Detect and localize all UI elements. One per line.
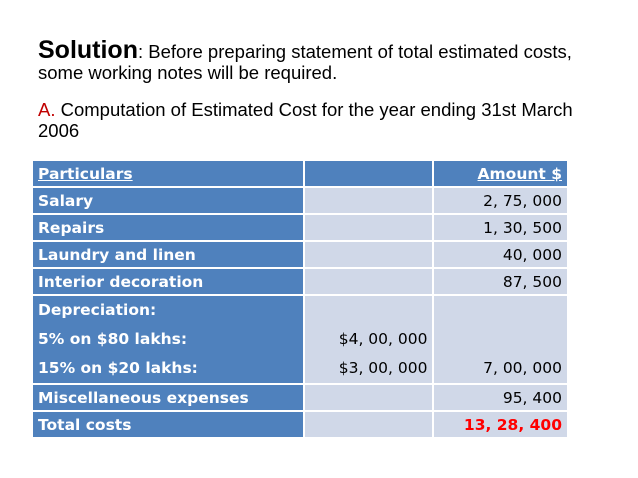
row-label: Salary (33, 188, 303, 213)
table-header-row (33, 161, 567, 186)
depreciation-line1-label: 5% on $80 lakhs: (38, 330, 188, 348)
row-label: Interior decoration (33, 269, 303, 294)
total-middle (305, 412, 432, 437)
misc-label: Miscellaneous expenses (33, 385, 303, 410)
subheading-letter: A. (38, 99, 56, 120)
depreciation-line1-middle: $4, 00, 000 (338, 330, 428, 348)
total-label: Total costs (33, 412, 303, 437)
row-label: Laundry and linen (33, 242, 303, 267)
row-middle (305, 215, 432, 240)
row-middle (305, 242, 432, 267)
cost-table (31, 159, 569, 439)
row-label: Repairs (33, 215, 303, 240)
misc-middle (305, 385, 432, 410)
depreciation-amount-cell (434, 296, 567, 383)
row-amount: 2, 75, 000 (434, 188, 567, 213)
depreciation-amount: 7, 00, 000 (483, 359, 562, 377)
depreciation-row (33, 296, 567, 383)
table-row (33, 269, 567, 294)
row-middle (305, 269, 432, 294)
depreciation-spacer (439, 325, 562, 354)
heading-lead: Solution (38, 36, 138, 64)
table-row (33, 188, 567, 213)
depreciation-spacer (310, 296, 427, 325)
total-row (33, 412, 567, 437)
depreciation-spacer (439, 296, 562, 325)
table-row (33, 215, 567, 240)
depreciation-labels (33, 296, 303, 383)
row-amount: 40, 000 (434, 242, 567, 267)
row-amount: 87, 500 (434, 269, 567, 294)
table-row (33, 242, 567, 267)
heading-text: : Before preparing statement of total estimated costs, some working notes will be required. (38, 41, 572, 83)
row-middle (305, 188, 432, 213)
depreciation-title: Depreciation: (38, 301, 157, 319)
slide-heading (38, 36, 608, 83)
subheading-text: Computation of Estimated Cost for the year ending 31st March 2006 (38, 99, 573, 141)
misc-amount: 95, 400 (434, 385, 567, 410)
total-amount: 13, 28, 400 (434, 412, 567, 437)
depreciation-line2-label: 15% on $20 lakhs: (38, 359, 198, 377)
header-particulars: Particulars (33, 161, 303, 186)
header-middle (305, 161, 432, 186)
slide-subheading (38, 99, 608, 141)
header-amount: Amount $ (434, 161, 567, 186)
row-amount: 1, 30, 500 (434, 215, 567, 240)
depreciation-middle (305, 296, 432, 383)
table-row (33, 385, 567, 410)
depreciation-line2-middle: $3, 00, 000 (338, 359, 428, 377)
